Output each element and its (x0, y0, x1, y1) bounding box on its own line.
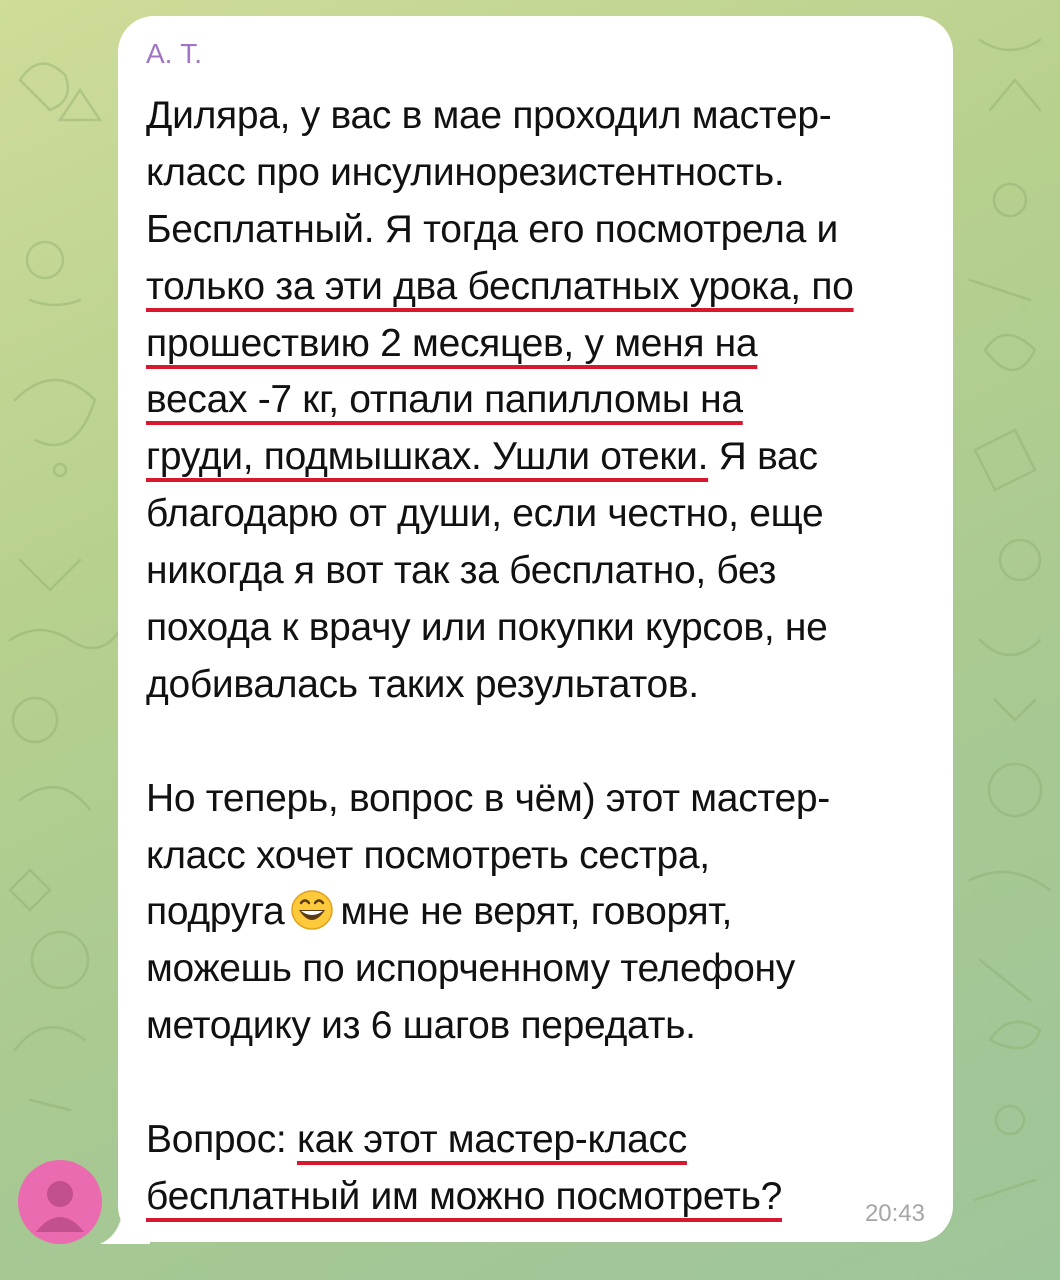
message-text (146, 88, 936, 1226)
message-line: Но теперь, вопрос в чём) этот мастер- (146, 776, 830, 820)
message-line: класс хочет посмотреть сестра, (146, 833, 710, 877)
underlined-line: только за эти два бесплатных урока, по (146, 264, 854, 308)
message-text-segment: подруга (146, 890, 285, 934)
message-line: класс про инсулинорезистентность. (146, 150, 785, 194)
underlined-line: весах -7 кг, отпали папилломы на (146, 378, 743, 422)
sender-name[interactable]: А. Т. (146, 38, 203, 69)
user-silhouette-icon (18, 1160, 102, 1244)
message-line (146, 429, 936, 486)
underlined-text: груди, подмышках. Ушли отеки. (146, 435, 709, 479)
message-line: добивалась таких результатов. (146, 662, 699, 706)
underlined-text: как этот мастер-класс (296, 1118, 687, 1162)
message-line: никогда я вот так за бесплатно, без (146, 549, 777, 593)
paragraph-gap (146, 1055, 936, 1112)
message-line: Бесплатный. Я тогда его посмотрела и (146, 207, 839, 251)
message-line (146, 884, 936, 941)
message-timestamp: 20:43 (864, 1200, 925, 1227)
message-line: методику из 6 шагов передать. (146, 1004, 696, 1048)
paragraph-gap (146, 714, 936, 771)
message-line: благодарю от души, если честно, еще (146, 492, 824, 536)
grinning-face-emoji-icon (288, 888, 336, 932)
sender-avatar[interactable] (18, 1160, 102, 1244)
message-text-segment: Я вас (708, 435, 818, 479)
message-text-segment: Вопрос: (146, 1118, 297, 1162)
message-line: похода к врачу или покупки курсов, не (146, 606, 828, 650)
underlined-line: прошествию 2 месяцев, у меня на (146, 321, 758, 365)
message-text-segment: мне не верят, говорят, (340, 890, 733, 934)
message-line: Диляра, у вас в мае проходил мастер- (146, 94, 832, 137)
message-bubble[interactable] (118, 16, 953, 1242)
message-line: можешь по испорченному телефону (146, 947, 795, 991)
message-line (146, 1112, 936, 1169)
underlined-line: бесплатный им можно посмотреть? (146, 1174, 782, 1218)
